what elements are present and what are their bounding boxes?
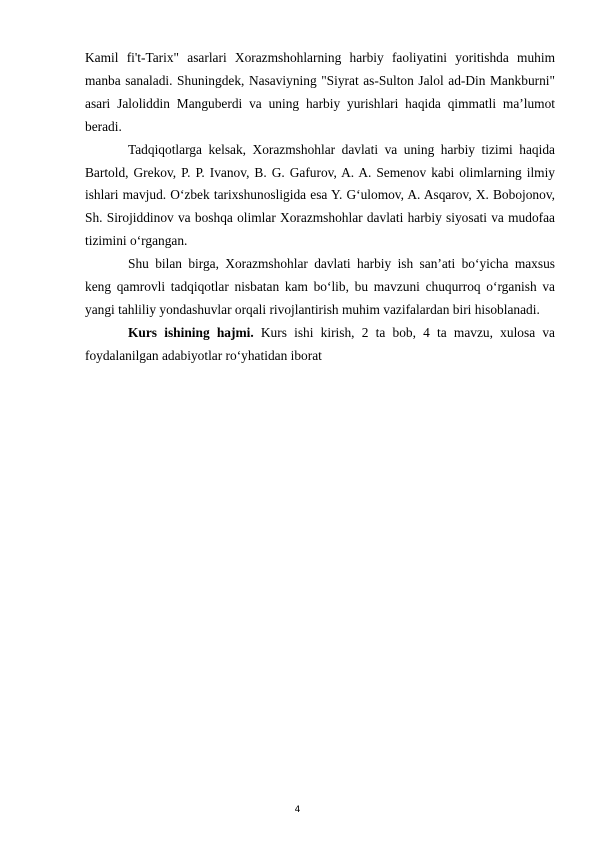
paragraph-research-overview	[85, 139, 555, 254]
paragraph-work-volume	[85, 322, 555, 368]
section-heading-inline: Kurs ishining hajmi.	[128, 324, 254, 340]
paragraph-text: Kamil fi't-Tarix" asarlari Xorazmshohlarning harbiy faoliyatini yoritishda muhim manba sanaladi. Shuningdek, Nasaviyning "Siyrat as-Sulton Jalol ad-Din Mankburni" asari Jaloliddin Manguberdi va uning harbiy yurishlari haqida qimmatli ma’lumot beradi.	[85, 50, 555, 134]
paragraph-text: Kurs ishi kirish, 2 ta bob, 4 ta mavzu, xulosa va foydalanilgan adabiyotlar ro‘yhatidan iborat	[85, 324, 555, 363]
paragraph-text: Tadqiqotlarga kelsak, Xorazmshohlar davlati va uning harbiy tizimi haqida Bartold, Grekov, P. P. Ivanov, B. G. Gafurov, A. A. Semenov kabi olimlarning ilmiy ishlari mavjud. O‘zbek tarixshunosligida esa Y. G‘ulomov, A. Asqarov, X. Bobojonov, Sh. Sirojiddinov va boshqa olimlar Xorazmshohlar davlati harbiy siyosati va mudofaa tizimini o‘rgangan.	[85, 141, 555, 249]
body-text	[85, 47, 555, 368]
page-number: 4	[294, 805, 301, 815]
paragraph-text: Shu bilan birga, Xorazmshohlar davlati harbiy ish san’ati bo‘yicha maxsus keng qamrovli tadqiqotlar nisbatan kam bo‘lib, bu mavzuni chuqurroq o‘rganish va yangi tahliliy yondashuvlar orqali rivojlantirish muhim vazifalardan biri hisoblanadi.	[85, 256, 555, 317]
paragraph-research-gap	[85, 253, 555, 322]
paragraph-sources-continued	[85, 47, 555, 139]
